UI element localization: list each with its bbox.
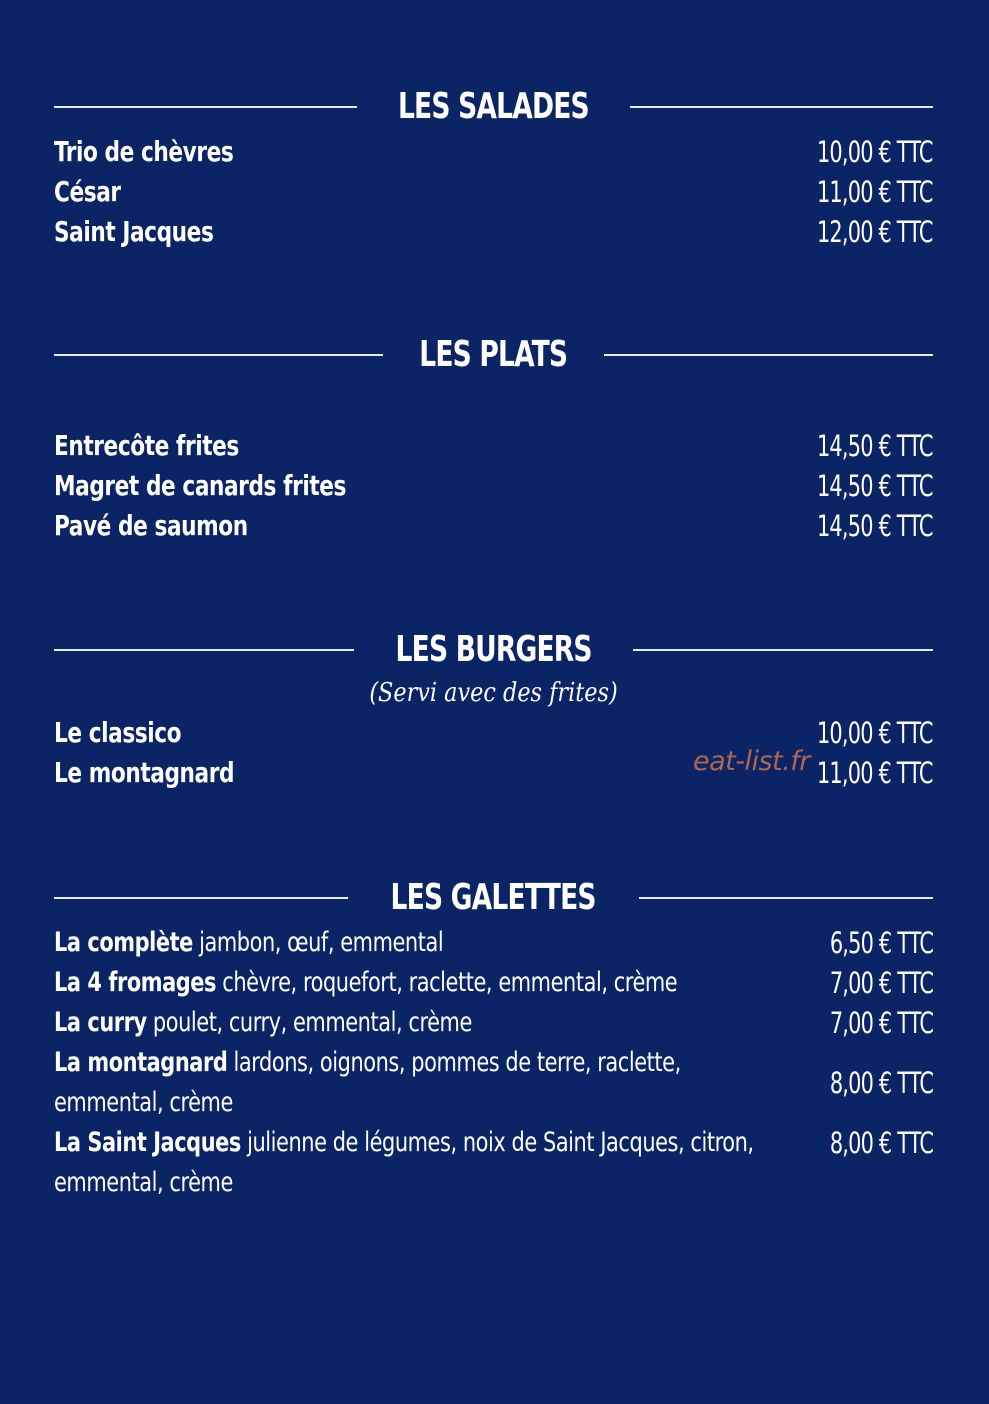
watermark: eat-list.fr [693,746,810,777]
galette-text [54,923,774,963]
heading-rule-right [639,897,933,899]
menu-item [54,172,933,212]
item-price: 10,00 € TTC [817,716,933,750]
item-price: 12,00 € TTC [817,215,933,249]
section-heading-row [54,873,933,923]
salades-list [54,132,933,252]
heading-rule-left [54,897,348,899]
item-price: 8,00 € TTC [829,1126,933,1160]
section-subtitle: (Servi avec des frites) [369,678,618,708]
section-heading-row [54,330,933,380]
section-plats [54,330,933,546]
menu-item [54,1123,933,1203]
item-description: jambon, œuf, emmental [192,927,444,958]
section-galettes [54,873,933,1203]
item-name: Saint Jacques [54,215,214,248]
item-price: 10,00 € TTC [817,135,933,169]
item-name: Le montagnard [54,756,235,789]
section-title: LES SALADES [398,86,589,127]
section-heading-row [54,82,933,132]
item-name: Pavé de saumon [54,509,248,542]
menu-item [54,923,933,963]
item-name: La curry [54,1007,147,1038]
item-name: La complète [54,927,193,958]
item-description: poulet, curry, emmental, crème [146,1007,472,1038]
item-price: 14,50 € TTC [817,429,933,463]
menu-item [54,212,933,252]
item-name: La 4 fromages [54,967,217,998]
menu-item [54,466,933,506]
menu-item [54,426,933,466]
heading-rule-left [54,106,357,108]
item-name: Magret de canards frites [54,469,346,502]
section-title: LES PLATS [419,334,568,375]
menu-item [54,1043,933,1123]
section-title: LES BURGERS [395,629,592,670]
item-description: lardons, oignons, pommes de terre, raclette, emmental, crème [54,1047,681,1118]
item-name: Trio de chèvres [54,135,234,168]
heading-rule-right [633,649,933,651]
menu-item [54,1003,933,1043]
item-price: 6,50 € TTC [829,926,933,960]
item-description: julienne de légumes, noix de Saint Jacques, citron, emmental, crème [54,1127,754,1198]
galette-text [54,963,774,1003]
heading-rule-right [630,106,933,108]
heading-rule-left [54,649,354,651]
heading-rule-right [604,354,933,356]
galettes-list [54,923,933,1203]
item-price: 11,00 € TTC [817,175,933,209]
item-price: 14,50 € TTC [817,469,933,503]
item-price: 7,00 € TTC [829,966,933,1000]
item-price: 11,00 € TTC [817,756,933,790]
item-name: Entrecôte frites [54,429,239,462]
item-price: 8,00 € TTC [829,1066,933,1100]
galette-text [54,1003,774,1043]
galette-text [54,1123,774,1203]
item-name: La Saint Jacques [54,1127,241,1158]
item-name: Le classico [54,716,182,749]
section-title: LES GALETTES [390,877,597,918]
item-name: César [54,175,121,208]
galette-text [54,1043,774,1123]
menu-item [54,506,933,546]
section-salades [54,82,933,252]
heading-rule-left [54,354,383,356]
section-heading-row [54,625,933,675]
item-description: chèvre, roquefort, raclette, emmental, crème [216,967,678,998]
plats-list [54,426,933,546]
menu-item [54,132,933,172]
item-price: 7,00 € TTC [829,1006,933,1040]
item-name: La montagnard [54,1047,228,1078]
menu-item [54,963,933,1003]
item-price: 14,50 € TTC [817,509,933,543]
